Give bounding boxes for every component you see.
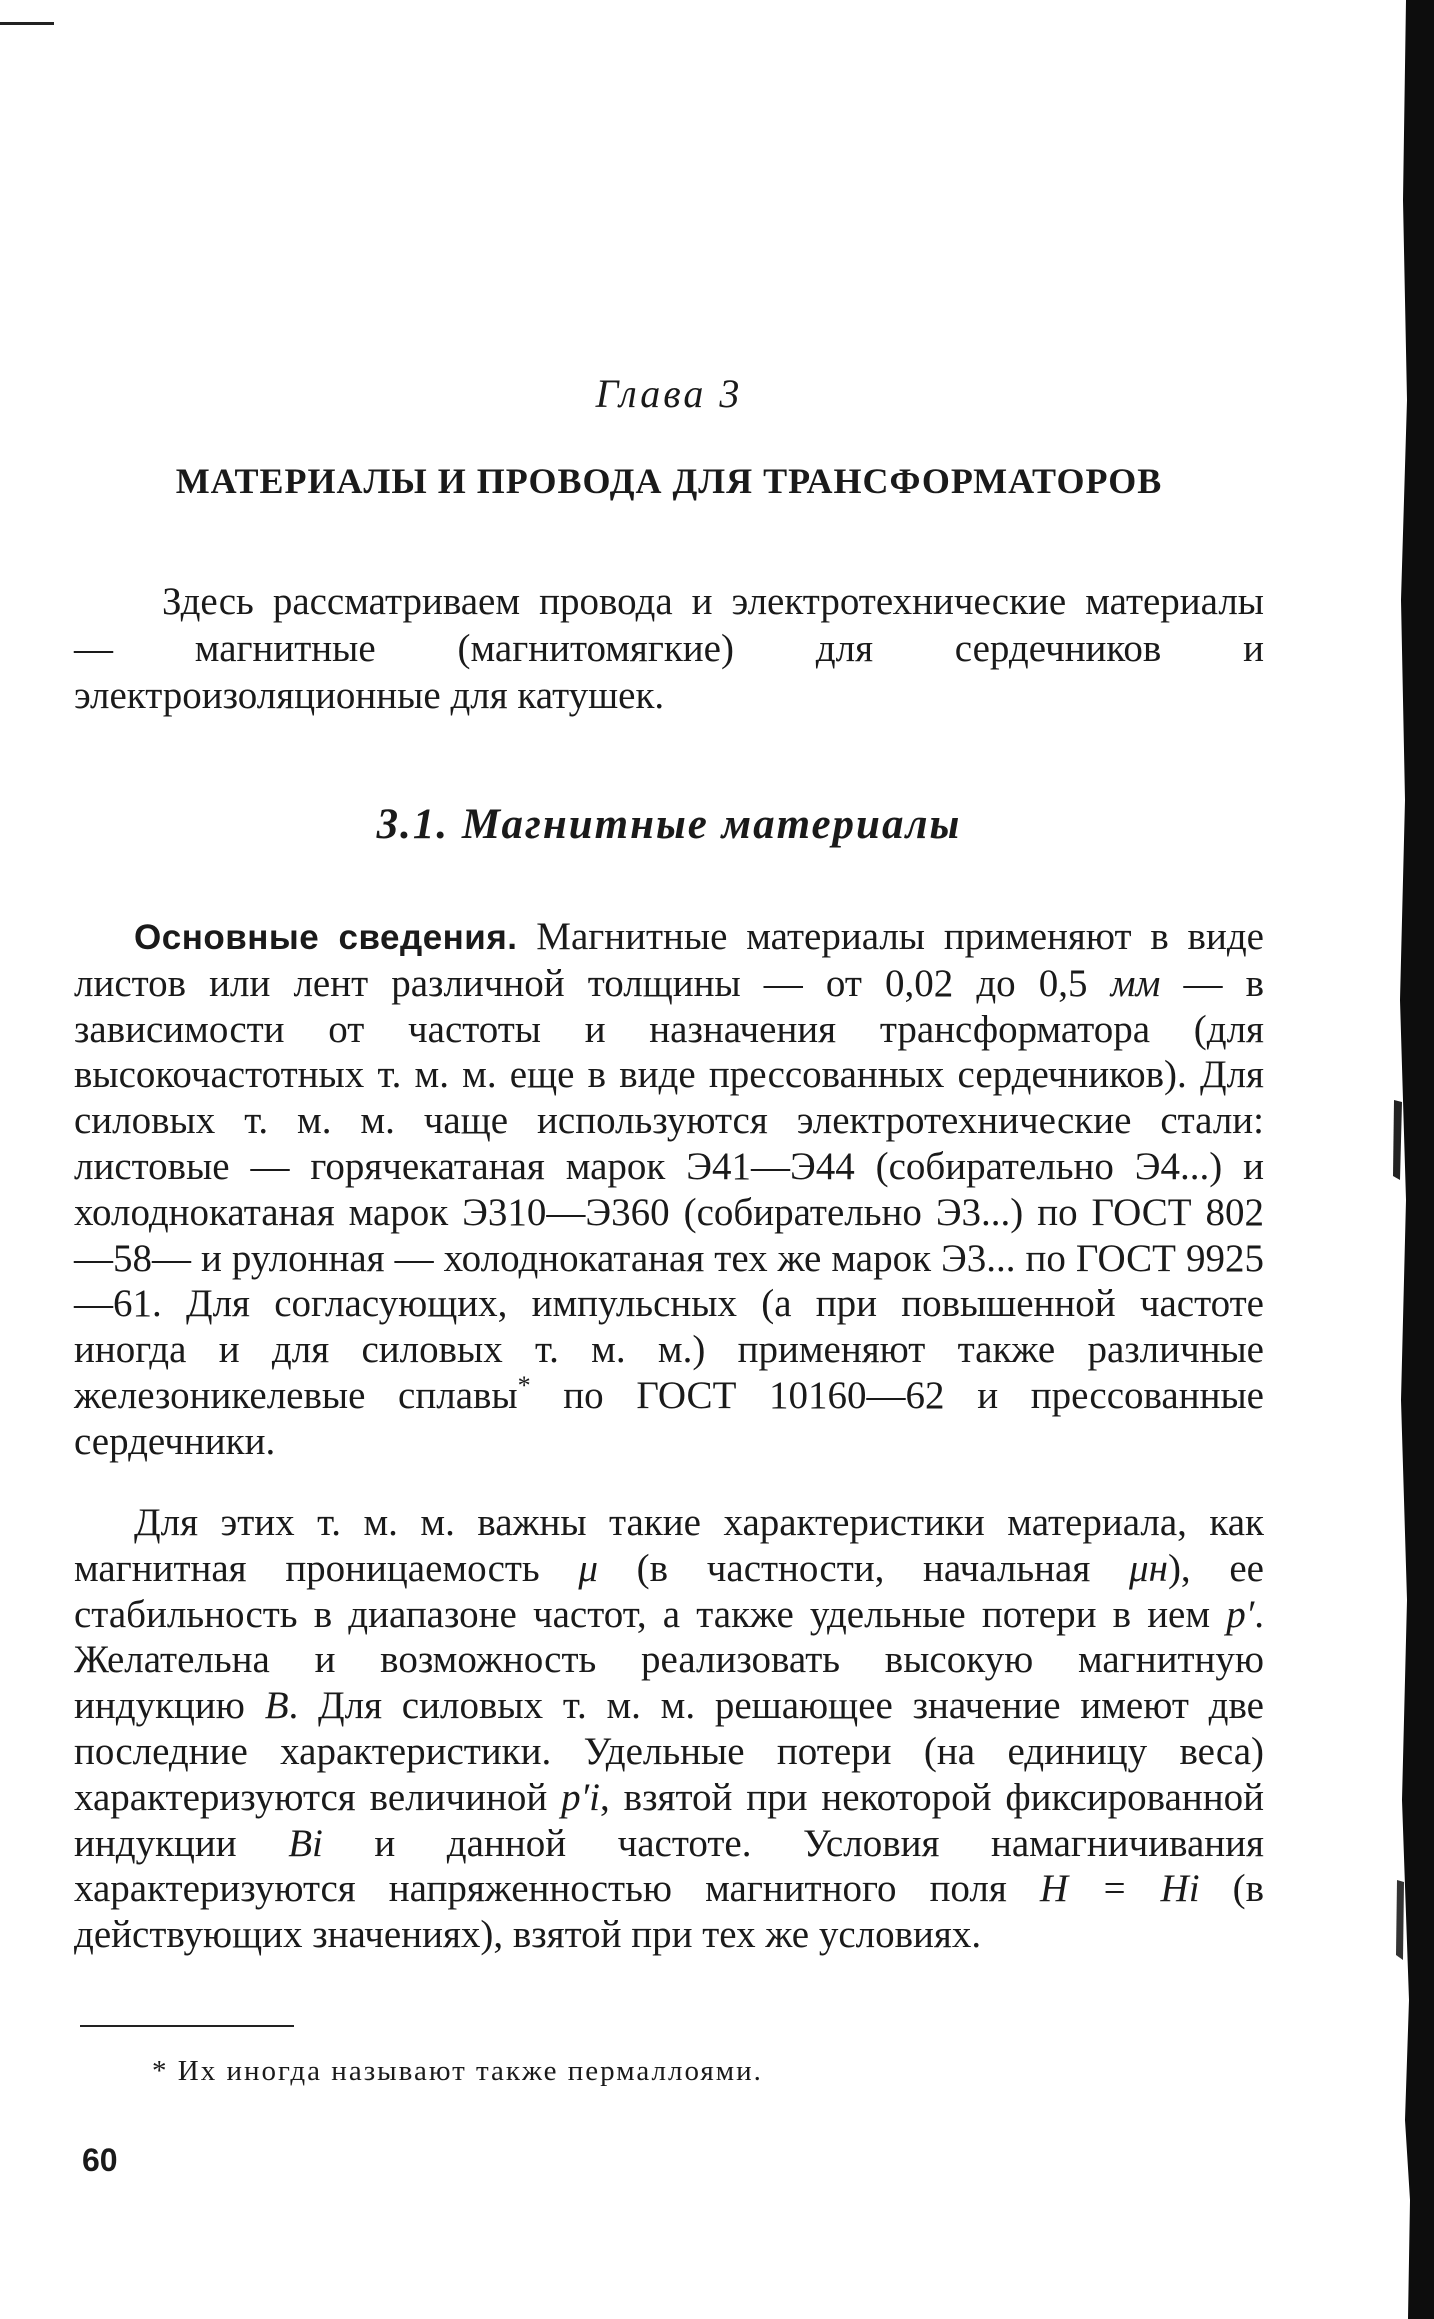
chapter-title: МАТЕРИАЛЫ И ПРОВОДА ДЛЯ ТРАНСФОРМАТОРОВ xyxy=(175,461,1163,501)
symbol-p-i: p′i xyxy=(561,1775,601,1819)
paragraph-basic-info: Основные сведения. Магнитные материалы применяют в виде листов или лент различной толщины — от 0,02 до 0,5 мм — в зависимости от частоты и назначения трансформатора (для высокочастотных т. м. м. еще в виде прессованных сердечников). Для силовых т. м. м. чаще используются электротехнические стали: листовые — горячекатаная марок Э41—Э44 (собирательно Э4...) и холоднокатаная марок Э310—Э360 (собирательно Э3...) по ГОСТ 802—58— и рулонная — холоднокатаная тех же марок Э3... по ГОСТ 9925—61. Для согласующих, импульсных (а при повышенной частоте иногда и для силовых т. м. м.) применяют также различные железоникелевые сплавы* по ГОСТ 10160—62 и прессованные сердечники. xyxy=(74,915,1264,1463)
footnote-rule xyxy=(80,2025,294,2027)
run-in-heading: Основные сведения. xyxy=(134,918,518,957)
page-number: 60 xyxy=(82,2142,118,2178)
scan-corner-mark xyxy=(0,22,54,25)
symbol-b-i: Bi xyxy=(288,1821,323,1865)
section-title: 3.1. Магнитные материалы xyxy=(376,801,962,848)
symbol-p: p′ xyxy=(1226,1592,1255,1636)
symbol-h: H = Hi xyxy=(1039,1867,1200,1911)
footnote: * Их иногда называют также пермаллоями. xyxy=(152,2055,763,2087)
symbol-mu: μ xyxy=(578,1546,598,1590)
symbol-mu-initial: μн xyxy=(1129,1546,1168,1590)
chapter-label: Глава 3 xyxy=(595,371,743,416)
unit-mm: мм xyxy=(1110,961,1161,1005)
symbol-b: B xyxy=(264,1684,289,1728)
scan-shadow-edge xyxy=(1388,0,1434,2319)
paragraph-characteristics: Для этих т. м. м. важны такие характеристики материала, как магнитная проницаемость μ (в частности, начальная μн), ее стабильность в диапазоне частот, а также удельные потери в ием p′. Желательна и возможность реализовать высокую магнитную индукцию B. Для силовых т. м. м. решающее значение имеют две последние характеристики. Удельные потери (на единицу веса) характеризуются величиной p′i, взятой при некоторой фиксированной индукции Bi и данной частоте. Условия намагничивания характеризуются напряженностью магнитного поля H = Hi (в действующих значениях), взятой при тех же условиях. xyxy=(74,1501,1265,1957)
chapter-intro: Здесь рассматриваем провода и электротехнические материалы — магнитные (магнитомягкие) для сердечников и электроизоляционные для катушек. xyxy=(74,580,1264,717)
footnote-marker: * xyxy=(517,1370,531,1400)
